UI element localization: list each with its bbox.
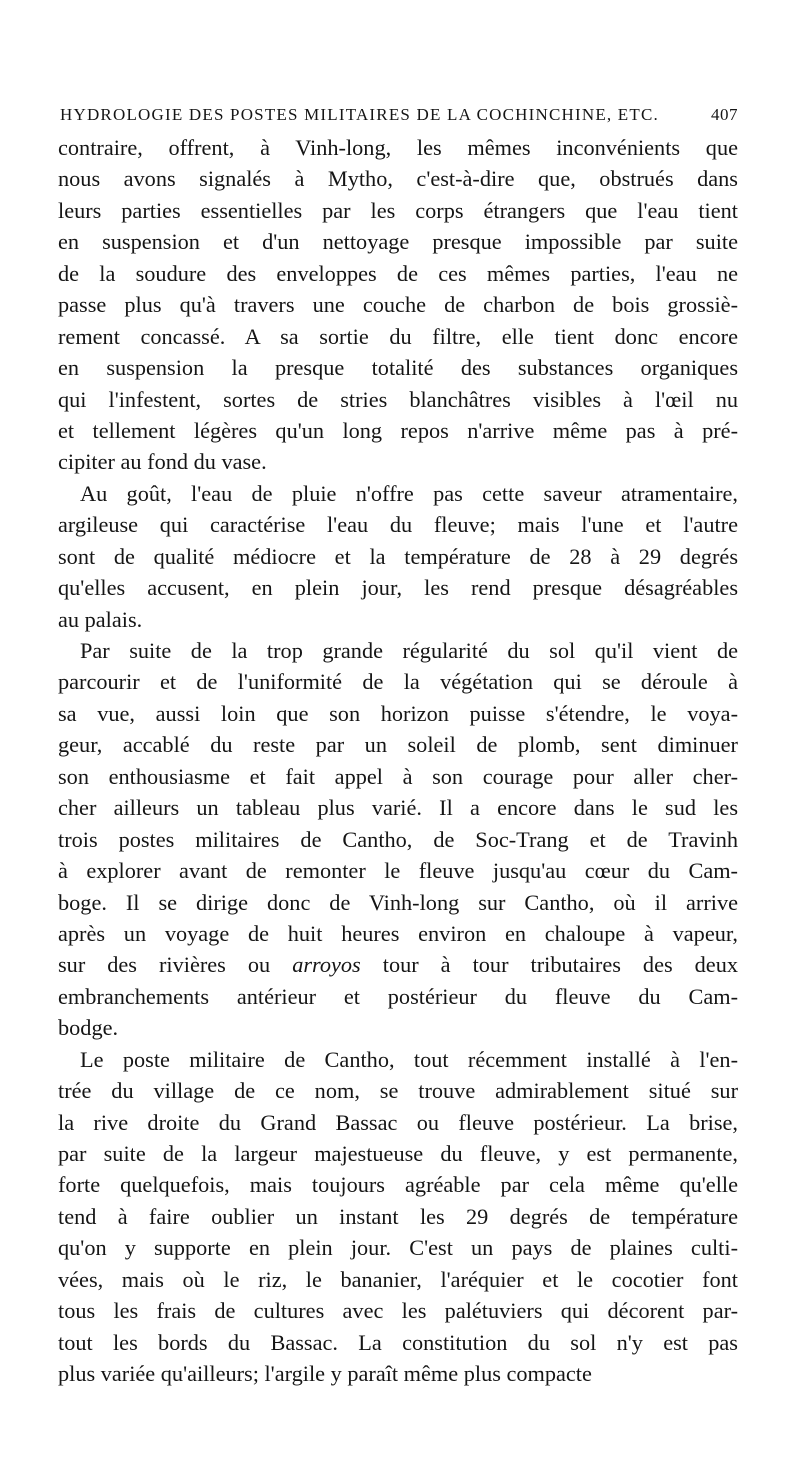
text-line: geur, accablé du reste par un soleil de plomb, sent diminuer [58, 732, 738, 758]
text-line: par suite de la largeur majestueuse du fleuve, y est permanente, [58, 1141, 738, 1166]
text-line: et tellement légères qu'un long repos n'arrive même pas à pré- [58, 417, 738, 443]
text-line: qui l'infestent, sortes de stries blanchâtres visibles à l'œil nu [58, 386, 738, 412]
paragraph [58, 635, 738, 1044]
running-title: HYDROLOGIE DES POSTES MILITAIRES DE LA COCHINCHINE, ETC. [60, 105, 659, 124]
text-line: au palais. [58, 606, 143, 632]
paragraph [58, 1044, 738, 1390]
text-line: en suspension la presque totalité des substances organiques [58, 355, 738, 381]
running-header [58, 104, 738, 126]
text-line: Au goût, l'eau de pluie n'offre pas cette saveur atramentaire, [80, 480, 738, 506]
text-line: qu'on y supporte en plein jour. C'est un pays de plaines culti- [58, 1235, 738, 1261]
text-line: en suspension et d'un nettoyage presque impossible par suite [58, 229, 738, 255]
page-number: 407 [711, 105, 738, 124]
book-page [58, 104, 738, 1390]
text-line: forte quelquefois, mais toujours agréable par cela même qu'elle [58, 1172, 738, 1198]
text-line: à explorer avant de remonter le fleuve jusqu'au cœur du Cam- [58, 858, 738, 884]
paragraph [58, 478, 738, 635]
body-text [58, 132, 738, 1390]
text-line: Par suite de la trop grande régularité du sol qu'il vient de [80, 638, 738, 663]
text-line: tend à faire oublier un instant les 29 degrés de température [58, 1203, 738, 1229]
text-line: parcourir et de l'uniformité de la végétation qui se déroule à [58, 669, 738, 695]
text-line: Le poste militaire de Cantho, tout récemment installé à l'en- [80, 1046, 738, 1072]
text-line: tout les bords du Bassac. La constitution du sol n'y est pas [58, 1329, 738, 1355]
text-line: vées, mais où le riz, le bananier, l'aréquier et le cocotier font [58, 1266, 738, 1292]
text-line: après un voyage de huit heures environ en chaloupe à vapeur, [58, 920, 738, 946]
paragraph [58, 132, 738, 478]
text-line: trois postes militaires de Cantho, de Soc-Trang et de Travinh [58, 826, 738, 852]
text-line: plus variée qu'ailleurs; l'argile y paraît même plus compacte [58, 1361, 592, 1387]
text-line: contraire, offrent, à Vinh-long, les mêmes inconvénients que [58, 135, 738, 160]
text-line: leurs parties essentielles par les corps étrangers que l'eau tient [58, 197, 738, 223]
text-line: la rive droite du Grand Bassac ou fleuve postérieur. La brise, [58, 1109, 738, 1135]
text-line: boge. Il se dirige donc de Vinh-long sur Cantho, où il arrive [58, 889, 738, 915]
text-line: sur des rivières ou arroyos tour à tour tributaires des deux [58, 952, 738, 978]
text-line: rement concassé. A sa sortie du filtre, elle tient donc encore [58, 323, 738, 349]
text-line: bodge. [58, 1015, 119, 1041]
text-line: sa vue, aussi loin que son horizon puisse s'étendre, le voya- [58, 700, 738, 726]
text-line: embranchements antérieur et postérieur du fleuve du Cam- [58, 983, 738, 1009]
text-line: tous les frais de cultures avec les palétuviers qui décorent par- [58, 1298, 738, 1324]
text-line: passe plus qu'à travers une couche de charbon de bois grossiè- [58, 292, 738, 318]
text-line: cipiter au fond du vase. [58, 449, 267, 475]
text-line: sont de qualité médiocre et la température de 28 à 29 degrés [58, 543, 738, 569]
text-line: trée du village de ce nom, se trouve admirablement situé sur [58, 1078, 738, 1104]
text-line: cher ailleurs un tableau plus varié. Il a encore dans le sud les [58, 795, 738, 821]
text-line: son enthousiasme et fait appel à son courage pour aller cher- [58, 763, 738, 789]
text-line: argileuse qui caractérise l'eau du fleuve; mais l'une et l'autre [58, 512, 738, 538]
text-line: de la soudure des enveloppes de ces mêmes parties, l'eau ne [58, 260, 738, 286]
text-line: qu'elles accusent, en plein jour, les rend presque désagréables [58, 575, 738, 601]
text-line: nous avons signalés à Mytho, c'est-à-dire que, obstrués dans [58, 166, 738, 192]
